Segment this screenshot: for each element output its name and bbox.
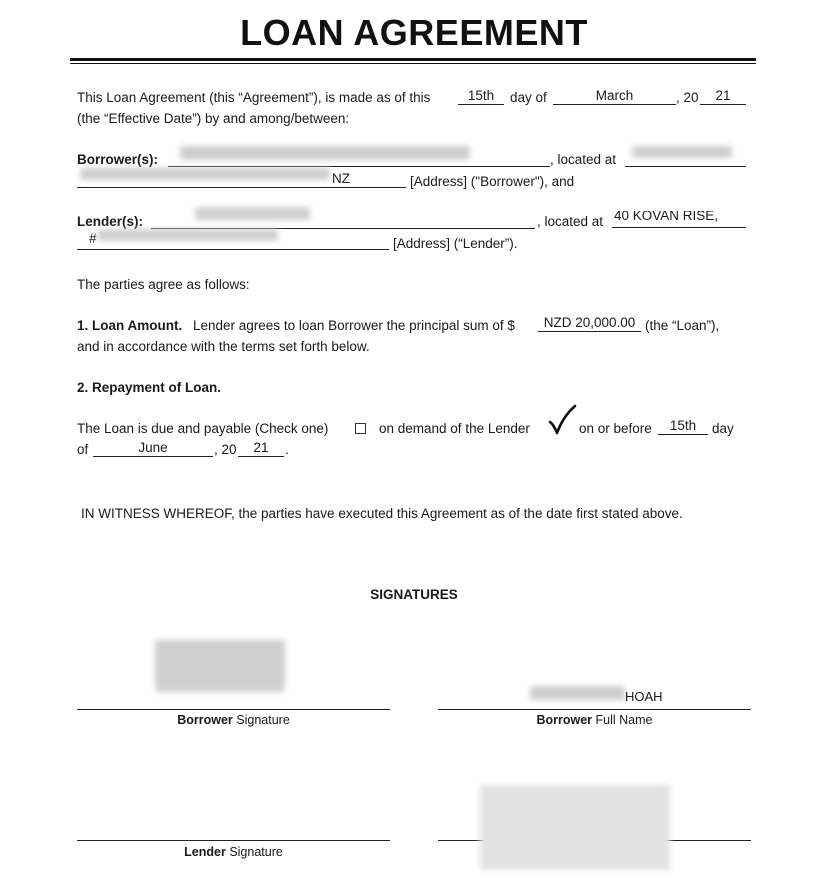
redacted-lender-address-b bbox=[98, 229, 278, 241]
redacted-lender-name bbox=[195, 207, 310, 220]
redacted-borrower-name bbox=[180, 146, 470, 160]
intro-text-c: , 20 bbox=[676, 90, 699, 105]
borrower-full-name-label-bold: Borrower bbox=[536, 713, 593, 727]
loan-amount-line2: and in accordance with the terms set forth below. bbox=[77, 339, 370, 354]
checkmark-icon bbox=[547, 404, 577, 436]
borrower-full-name-value: HOAH bbox=[625, 689, 663, 704]
redacted-borrower-signature bbox=[155, 640, 285, 692]
agree-text: The parties agree as follows: bbox=[77, 277, 250, 292]
loan-amount-text-b: (the “Loan”), bbox=[645, 318, 720, 333]
lender-signature-label bbox=[77, 845, 390, 859]
borrower-label: Borrower(s): bbox=[77, 152, 159, 167]
repayment-year-field: 21 bbox=[238, 440, 284, 457]
borrower-signature-label bbox=[77, 713, 390, 727]
redacted-lender-signature bbox=[480, 785, 670, 870]
lender-signature-label-rest: Signature bbox=[225, 845, 283, 859]
intro-text-a: This Loan Agreement (this “Agreement”), is made as of this bbox=[77, 90, 431, 105]
intro-line2: (the “Effective Date”) by and among/between: bbox=[77, 111, 350, 126]
lender-address-suffix: [Address] (“Lender”). bbox=[393, 236, 518, 251]
borrower-full-name-label bbox=[438, 713, 751, 727]
repayment-month-field: June bbox=[93, 440, 213, 457]
borrower-address-value: NZ bbox=[332, 171, 350, 186]
borrower-signature-label-bold: Borrower bbox=[177, 713, 233, 727]
lender-signature-line bbox=[77, 840, 390, 841]
redacted-borrower-address-b bbox=[80, 168, 330, 180]
lender-address-value: 40 KOVAN RISE, bbox=[614, 211, 719, 223]
lender-located-at: , located at bbox=[537, 214, 604, 229]
repayment-text-a: The Loan is due and payable (Check one) bbox=[77, 421, 329, 436]
signatures-heading: SIGNATURES bbox=[370, 587, 458, 602]
title-rule-thick bbox=[70, 58, 756, 61]
borrower-signature-label-rest: Signature bbox=[232, 713, 290, 727]
repayment-day-word: day bbox=[712, 421, 734, 436]
borrower-full-name-label-rest: Full Name bbox=[592, 713, 653, 727]
intro-month-field: March bbox=[553, 88, 676, 105]
borrower-address-suffix: [Address] ("Borrower"), and bbox=[410, 174, 575, 189]
lender-label: Lender(s): bbox=[77, 214, 144, 229]
lender-address-prefix: # bbox=[89, 233, 97, 246]
loan-amount-heading: 1. Loan Amount. bbox=[77, 318, 183, 333]
lender-signature-label-bold: Lender bbox=[184, 845, 226, 859]
title-rule-thin bbox=[70, 63, 756, 64]
repayment-of-word: of bbox=[77, 442, 89, 457]
repayment-period: . bbox=[285, 442, 289, 457]
redacted-borrower-name-sig bbox=[530, 686, 625, 700]
repayment-option2: on or before bbox=[579, 421, 652, 436]
redacted-borrower-address-a bbox=[632, 146, 732, 158]
witness-text: IN WITNESS WHEREOF, the parties have executed this Agreement as of the date first stated above. bbox=[81, 506, 683, 521]
intro-day-field: 15th bbox=[458, 88, 504, 105]
loan-amount-text-a: Lender agrees to loan Borrower the principal sum of $ bbox=[193, 318, 515, 333]
borrower-signature-line bbox=[77, 709, 390, 710]
borrower-full-name-line bbox=[438, 709, 751, 710]
repayment-day-field: 15th bbox=[658, 418, 708, 435]
loan-amount-field: NZD 20,000.00 bbox=[538, 315, 641, 332]
document-title: LOAN AGREEMENT bbox=[240, 12, 588, 53]
borrower-located-at: , located at bbox=[550, 152, 617, 167]
repayment-heading: 2. Repayment of Loan. bbox=[77, 380, 222, 395]
repayment-option1: on demand of the Lender bbox=[379, 421, 530, 436]
intro-year-field: 21 bbox=[700, 88, 746, 105]
repayment-year-prefix: , 20 bbox=[214, 442, 237, 457]
on-demand-checkbox[interactable] bbox=[355, 423, 366, 434]
intro-text-b: day of bbox=[510, 90, 547, 105]
lender-address-field-a bbox=[612, 211, 746, 228]
